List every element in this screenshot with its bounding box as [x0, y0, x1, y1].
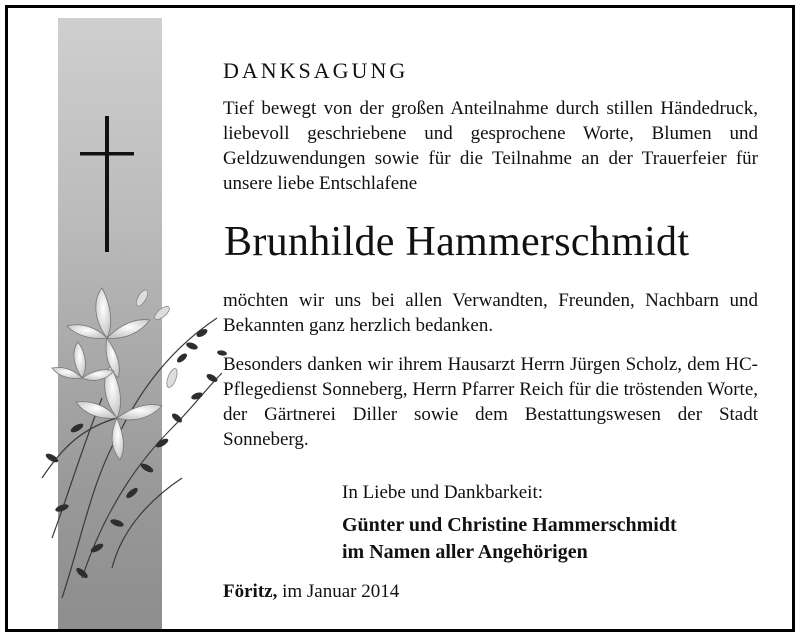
deceased-name: Brunhilde Hammerschmidt — [224, 219, 690, 265]
place-date — [223, 581, 399, 603]
family-relatives: im Namen aller Angehörigen — [342, 541, 588, 563]
heading: DANKSAGUNG — [223, 58, 409, 83]
thanks-specific-paragraph: Besonders danken wir ihrem Hausarzt Herrn Jürgen Scholz, dem HC-Pflegedienst Sonneberg, Herrn Pfarrer Reich für die tröstenden Worte, der Gärtnerei Diller sowie dem Bestattungswesen der Stadt Sonneberg. — [223, 354, 758, 450]
thanks-general-paragraph: möchten wir uns bei allen Verwandten, Freunden, Nachbarn und Bekannten ganz herzlich bedanken. — [223, 290, 758, 336]
lily-flowers-decoration — [22, 278, 232, 608]
family-names: Günter und Christine Hammerschmidt — [342, 514, 677, 536]
place-name: Föritz, — [223, 581, 278, 602]
obituary-card — [5, 5, 795, 632]
closing-line: In Liebe und Dankbarkeit: — [342, 482, 544, 503]
cross-icon — [80, 116, 140, 252]
intro-paragraph: Tief bewegt von der großen Anteilnahme durch stillen Händedruck, liebevoll geschriebene und gesprochene Worte, Blumen und Geldzuwendungen sowie für die Teilnahme an der Trauerfeier für unsere liebe Entschlafene — [223, 98, 758, 194]
date-text: im Januar 2014 — [282, 581, 400, 602]
